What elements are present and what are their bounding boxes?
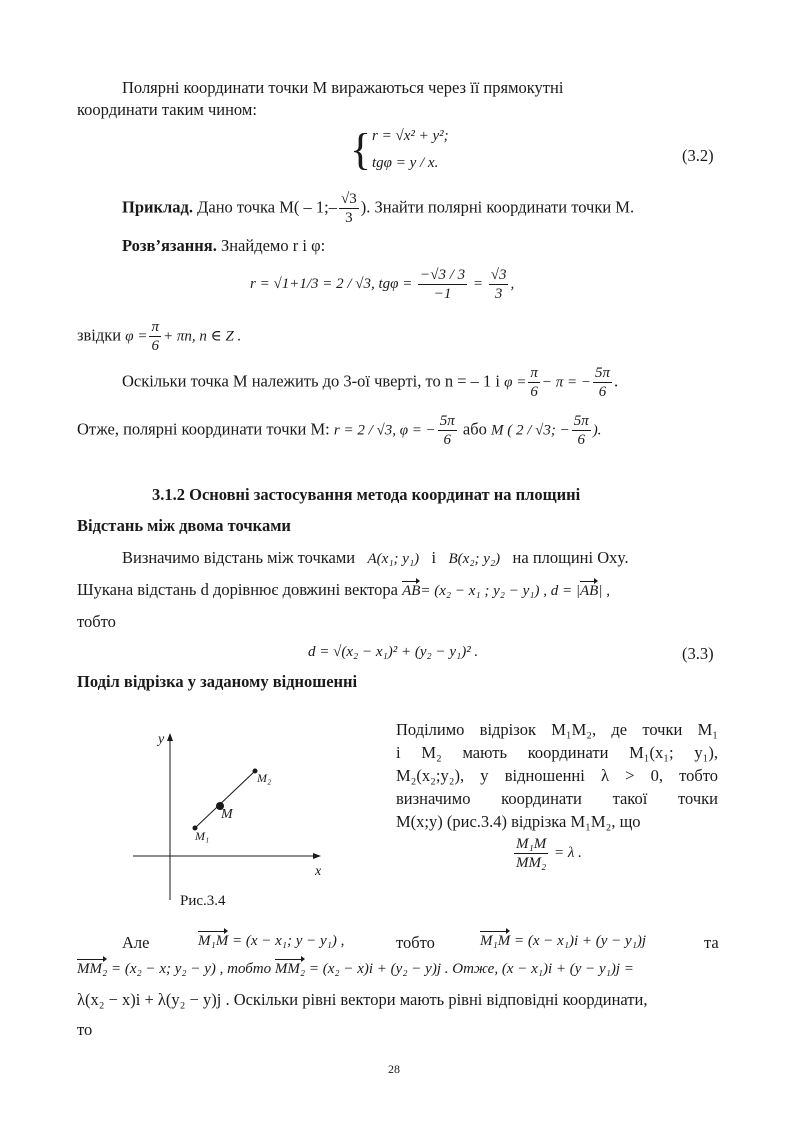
division-line4: визначимо координати такої точки [396, 789, 718, 808]
y-axis-arrow [167, 733, 173, 741]
x-axis-label: x [315, 864, 322, 879]
distance-line2: Шукана відстань d дорівнює довжині вектора AB= (x₂ − x₁ ; y₂ − y₁) , d = |AB| , [77, 580, 610, 599]
example-text-a: Дано точка M( – 1;– [197, 197, 338, 217]
example-text-b: ). Знайти полярні координати точки M. [360, 197, 635, 217]
section-heading: 3.1.2 Основні застосування метода координат на площині [152, 485, 581, 504]
solution-line [122, 236, 325, 256]
example-label: Приклад. [122, 197, 194, 217]
vector-line2: MM₂ = (x₂ − x; y₂ − y) , тобто MM₂ = (x₂ − x)i + (y₂ − y)j . Отже, (x − x₁)i + (y − y₁)j = [77, 961, 634, 977]
division-para [396, 718, 718, 833]
example-line [122, 190, 634, 227]
zvidky-line: звідки φ = $\frac{\pi}{6}$ + πn, n ∈ Z . [77, 319, 242, 354]
vector-line4: то [77, 1020, 93, 1039]
para-polar-line2: координати таким чином: [77, 100, 257, 119]
eq-r-value: r = √1+1/3 = 2 / √3, tgφ = $\frac{-√3 / 3}{-1}$ = $\frac{√3}{3}$ , [250, 267, 515, 302]
example-fraction: $\frac{√3}{3}$ [341, 191, 357, 226]
distance-line1: Визначимо відстань між точками A(x₁; y₁) і B(x₂; y₂) на площині Oxy. [122, 548, 629, 567]
result-line: Отже, полярні координати точки M: r = 2 / √3, φ = − $\frac{5\pi}{6}$ або M ( 2 / √3; − $\frac{5\pi}{6}$ ). [77, 413, 602, 448]
label-m2: M₂ [257, 771, 272, 785]
distance-heading: Відстань між двома точками [77, 516, 291, 535]
eq-number-3-2: (3.2) [682, 146, 714, 165]
eq-tg-line: tgφ = y / x. [372, 155, 439, 171]
distance-line3: тобто [77, 612, 116, 631]
figure-3-4 [125, 725, 355, 910]
division-line2: і M₂ мають координати M₁(x₁; y₁), [396, 743, 718, 762]
division-line5: M(x;y) (рис.3.4) відрізка M₁M₂, що [396, 812, 641, 831]
vector-line3: λ(x₂ − x)i + λ(y₂ − y)j . Оскільки рівні вектори мають рівні відповідні координати, [77, 990, 648, 1009]
division-heading: Поділ відрізка у заданому відношенні [77, 672, 358, 691]
division-line3: M₂(x₂;y₂), у відношенні λ > 0, тобто [396, 766, 718, 785]
label-m1: M₁ [195, 829, 210, 843]
eq-number-3-3: (3.3) [682, 644, 714, 663]
page-number: 28 [388, 1062, 400, 1076]
division-line1: Поділимо відрізок M₁M₂, де точки M₁ [396, 720, 718, 739]
system-brace: { [350, 125, 372, 174]
label-m: M [221, 807, 233, 822]
eq-r-line: r = √x² + y²; [372, 128, 449, 144]
ratio-formula: $\frac{\text{M₁M}}{\text{MM₂}}$ = λ . [516, 836, 582, 871]
y-axis-label: y [158, 732, 165, 747]
para-polar-line1: Полярні координати точки M виражаються через її прямокутні [122, 78, 564, 97]
solution-label: Розв’язання. [122, 236, 217, 255]
figure-caption: Рис.3.4 [180, 893, 226, 909]
solution-text: Знайдемо r і φ: [220, 236, 326, 255]
distance-formula: d = √(x₂ − x₁)² + (y₂ − y₁)² . [308, 644, 479, 660]
vector-line1: Але M₁M = (x − x₁; y − y₁) , тобто M₁M = (x − x₁)i + (y − y₁)j та [122, 933, 719, 952]
quarter-line: Оскільки точка M належить до 3-ої чверті, то n = – 1 і φ = $\frac{\pi}{6}$ − π = − $\frac{5\pi}{6}$ . [122, 365, 619, 400]
x-axis-arrow [313, 853, 321, 859]
